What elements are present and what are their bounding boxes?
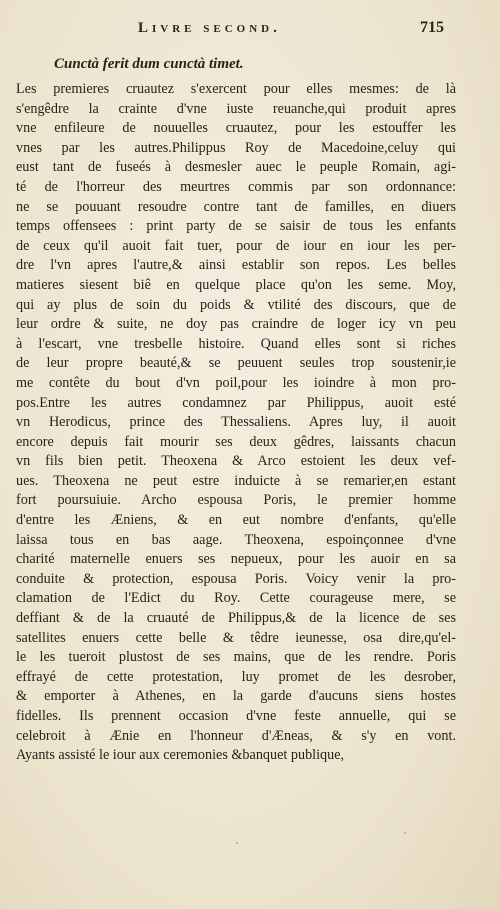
- text-line: vnes par les autres.Philippus Roy de Macedoine,celuy qui: [16, 139, 456, 156]
- text-line: temps offensees : print party de se saisir de tous les enfants: [16, 218, 456, 235]
- text-line: satellites enuers cette belle & têdre ieunesse, osa dire,qu'el-: [16, 629, 456, 646]
- text-line: fidelles. Ils prennent occasion d'vne feste annuelle, qui se: [16, 708, 456, 724]
- paper-blemish: [236, 842, 238, 844]
- text-line: leur ordre & suite, ne doy pas craindre de loger icy vn peu: [16, 316, 456, 333]
- text-line: ues. Theoxena ne peut estre induicte à se remarier,en estant: [16, 472, 456, 489]
- text-line: ne se pouuant resoudre contre tant de familles, en diuers: [16, 198, 456, 215]
- section-heading: Cunctà ferit dum cunctà timet.: [54, 56, 244, 72]
- text-line: vn Herodicus, prince des Thessaliens. Apres luy, il auoit: [16, 414, 456, 431]
- text-line: dre l'vn apres l'autre,& ainsi establir son repos. Les belles: [16, 257, 456, 274]
- text-line: de ceux qu'il auoit fait tuer, pour de iour en iour les per-: [16, 237, 456, 254]
- text-line: de leur propre beauté,& se peuuent seules trop soustenir,ie: [16, 355, 456, 372]
- text-line: me contête du bout d'vn poil,pour les ioindre à mon pro-: [16, 374, 456, 391]
- text-line: clamation de l'Edict du Roy. Cette courageuse mere, se: [16, 590, 456, 607]
- body-text: [16, 80, 456, 766]
- text-line: effrayé de cette protestation, luy promet de les desrober,: [16, 668, 456, 685]
- paper-blemish: [404, 832, 406, 834]
- text-line: eust tant de fuseés à desmesler auec le peuple Romain, agi-: [16, 159, 456, 176]
- text-line: fort poursuiuie. Archo espousa Poris, le premier homme: [16, 492, 456, 509]
- text-line: & emporter à Athenes, en la garde d'aucuns siens hostes: [16, 688, 456, 705]
- text-line: Les premieres cruautez s'exercent pour elles mesmes: de là: [16, 81, 456, 97]
- text-line: conduite & protection, espousa Poris. Voicy venir la pro-: [16, 570, 456, 587]
- text-line: s'engêdre la crainte d'vne iuste reuanche,qui produit apres: [16, 100, 456, 117]
- running-head: [0, 18, 500, 42]
- text-line: deffiant & de la cruauté de Philippus,& de la licence de ses: [16, 610, 456, 627]
- text-line: Ayants assisté le iour aux ceremonies &banquet publique,: [16, 747, 345, 764]
- text-line: charité maternelle enuers ses nepueux, pour les auoir en sa: [16, 551, 456, 568]
- text-line: celebroit à Ænie en l'honneur d'Æneas, & s'y en vont.: [16, 727, 456, 744]
- text-line: vne enfileure de nouuelles cruautez, pour les estouffer les: [16, 120, 456, 137]
- text-line: vn fils bien petit. Theoxena & Arco estoient les deux vef-: [16, 453, 456, 470]
- text-line: pos.Entre les autres condamnez par Philippus, auoit esté: [16, 394, 456, 411]
- text-line: encore depuis fait mourir ses deux gêdres, laissants chacun: [16, 433, 456, 450]
- page-number: 715: [420, 19, 444, 36]
- text-line: le les tueroit plustost de ses mains, que de les rendre. Poris: [16, 649, 456, 666]
- text-line: té de l'horreur des meurtres commis par son ordonnance:: [16, 178, 456, 195]
- text-line: d'entre les Æniens, & en eut nombre d'enfants, qu'elle: [16, 512, 456, 529]
- text-line: laissa tous en bas aage. Theoxena, espoinçonnee d'vne: [16, 531, 456, 548]
- text-line: à l'escart, vne tresbelle histoire. Quand elles sont si riches: [16, 335, 456, 352]
- text-line: matieres siesent biê en quelque place qu'on les seme. Moy,: [16, 276, 456, 293]
- running-title: Livre second.: [138, 20, 281, 36]
- text-line: qui ay plus de soin du poids & vtilité des discours, que de: [16, 296, 456, 313]
